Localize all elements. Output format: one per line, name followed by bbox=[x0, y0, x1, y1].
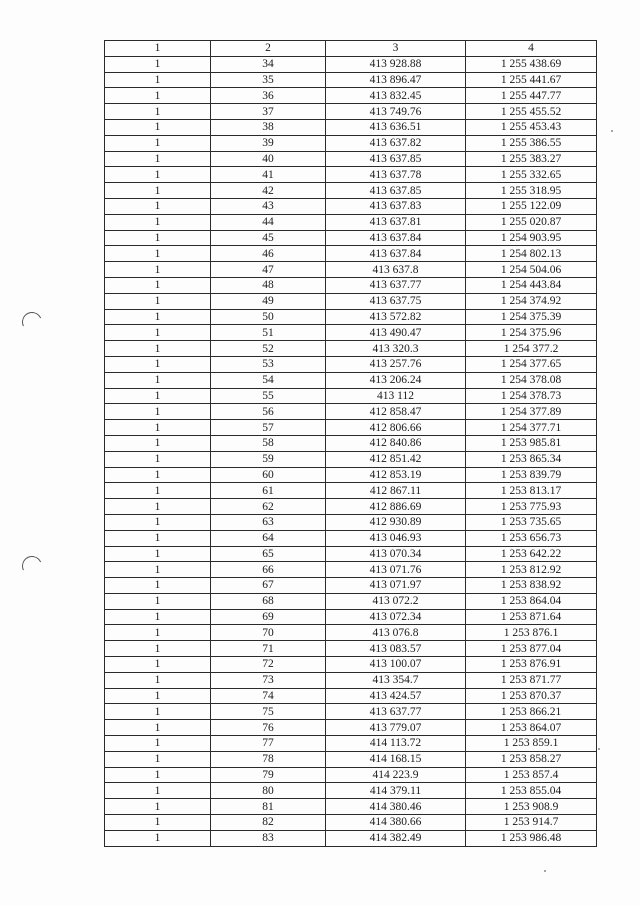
table-cell: 1 bbox=[105, 420, 211, 436]
table-row bbox=[105, 325, 597, 341]
table-cell: 72 bbox=[211, 657, 326, 673]
table-cell: 1 253 642.22 bbox=[466, 546, 597, 562]
table-row bbox=[105, 799, 597, 815]
table-row bbox=[105, 293, 597, 309]
table-cell: 413 070.34 bbox=[326, 546, 466, 562]
table-cell: 1 bbox=[105, 404, 211, 420]
table-cell: 414 223.9 bbox=[326, 767, 466, 783]
table-row bbox=[105, 277, 597, 293]
table-cell: 52 bbox=[211, 341, 326, 357]
table-cell: 1 253 864.07 bbox=[466, 720, 597, 736]
table-cell: 1 253 865.34 bbox=[466, 451, 597, 467]
table-cell: 412 853.19 bbox=[326, 467, 466, 483]
table-row bbox=[105, 119, 597, 135]
table-row bbox=[105, 230, 597, 246]
table-cell: 1 253 871.64 bbox=[466, 609, 597, 625]
table-row bbox=[105, 262, 597, 278]
table-cell: 1 bbox=[105, 356, 211, 372]
table-row bbox=[105, 783, 597, 799]
table-row bbox=[105, 704, 597, 720]
table-cell: 1 253 985.81 bbox=[466, 435, 597, 451]
table-row bbox=[105, 641, 597, 657]
table-cell: 1 253 858.27 bbox=[466, 751, 597, 767]
table-cell: 1 bbox=[105, 799, 211, 815]
table-cell: 413 637.77 bbox=[326, 277, 466, 293]
table-cell: 1 bbox=[105, 578, 211, 594]
table-cell: 40 bbox=[211, 151, 326, 167]
table-cell: 413 779.07 bbox=[326, 720, 466, 736]
table-cell: 1 bbox=[105, 830, 211, 846]
table-cell: 43 bbox=[211, 198, 326, 214]
table-cell: 55 bbox=[211, 388, 326, 404]
table-cell: 1 253 656.73 bbox=[466, 530, 597, 546]
table-cell: 1 254 375.39 bbox=[466, 309, 597, 325]
table-cell: 1 253 775.93 bbox=[466, 499, 597, 515]
table-cell: 413 637.75 bbox=[326, 293, 466, 309]
table-cell: 1 bbox=[105, 230, 211, 246]
table-cell: 413 637.82 bbox=[326, 135, 466, 151]
table-cell: 76 bbox=[211, 720, 326, 736]
table-cell: 1 254 903.95 bbox=[466, 230, 597, 246]
table-cell: 1 253 914.7 bbox=[466, 815, 597, 831]
table-cell: 1 255 441.67 bbox=[466, 72, 597, 88]
table-cell: 1 bbox=[105, 214, 211, 230]
table-cell: 413 112 bbox=[326, 388, 466, 404]
table-cell: 57 bbox=[211, 420, 326, 436]
table-cell: 82 bbox=[211, 815, 326, 831]
table-cell: 413 749.76 bbox=[326, 104, 466, 120]
table-row bbox=[105, 593, 597, 609]
table-row bbox=[105, 483, 597, 499]
table-cell: 413 206.24 bbox=[326, 372, 466, 388]
table-cell: 1 255 438.69 bbox=[466, 56, 597, 72]
table-cell: 413 832.45 bbox=[326, 88, 466, 104]
header-row bbox=[105, 41, 597, 57]
table-cell: 71 bbox=[211, 641, 326, 657]
table-cell: 1 bbox=[105, 309, 211, 325]
table-cell: 68 bbox=[211, 593, 326, 609]
table-row bbox=[105, 751, 597, 767]
table-cell: 1 bbox=[105, 135, 211, 151]
table-cell: 1 255 386.55 bbox=[466, 135, 597, 151]
table-cell: 1 bbox=[105, 720, 211, 736]
table-cell: 1 255 453.43 bbox=[466, 119, 597, 135]
table-cell: 1 254 377.71 bbox=[466, 420, 597, 436]
table-row bbox=[105, 435, 597, 451]
table-cell: 47 bbox=[211, 262, 326, 278]
table-cell: 413 572.82 bbox=[326, 309, 466, 325]
table-cell: 413 490.47 bbox=[326, 325, 466, 341]
column-header: 4 bbox=[466, 41, 597, 57]
table-cell: 414 380.66 bbox=[326, 815, 466, 831]
table-cell: 46 bbox=[211, 246, 326, 262]
table-cell: 413 071.76 bbox=[326, 562, 466, 578]
table-cell: 413 071.97 bbox=[326, 578, 466, 594]
scan-speck bbox=[611, 130, 613, 132]
table-row bbox=[105, 625, 597, 641]
table-cell: 412 930.89 bbox=[326, 514, 466, 530]
table-row bbox=[105, 309, 597, 325]
table-cell: 66 bbox=[211, 562, 326, 578]
table-cell: 1 254 802.13 bbox=[466, 246, 597, 262]
table-row bbox=[105, 341, 597, 357]
table-cell: 412 867.11 bbox=[326, 483, 466, 499]
table-row bbox=[105, 356, 597, 372]
table-row bbox=[105, 88, 597, 104]
table-row bbox=[105, 388, 597, 404]
table-row bbox=[105, 183, 597, 199]
table-row bbox=[105, 72, 597, 88]
coordinates-table bbox=[104, 40, 597, 847]
table-cell: 62 bbox=[211, 499, 326, 515]
table-cell: 1 253 866.21 bbox=[466, 704, 597, 720]
table-cell: 414 168.15 bbox=[326, 751, 466, 767]
table-row bbox=[105, 672, 597, 688]
table-cell: 41 bbox=[211, 167, 326, 183]
table-cell: 1 253 859.1 bbox=[466, 736, 597, 752]
table-cell: 39 bbox=[211, 135, 326, 151]
table-cell: 413 637.78 bbox=[326, 167, 466, 183]
table-cell: 42 bbox=[211, 183, 326, 199]
table-cell: 53 bbox=[211, 356, 326, 372]
table-cell: 1 bbox=[105, 546, 211, 562]
table-cell: 51 bbox=[211, 325, 326, 341]
table-cell: 77 bbox=[211, 736, 326, 752]
table-cell: 414 379.11 bbox=[326, 783, 466, 799]
table-cell: 61 bbox=[211, 483, 326, 499]
table-cell: 1 254 374.92 bbox=[466, 293, 597, 309]
table-cell: 1 253 839.79 bbox=[466, 467, 597, 483]
table-cell: 1 bbox=[105, 167, 211, 183]
table-cell: 1 bbox=[105, 341, 211, 357]
table-cell: 1 254 443.84 bbox=[466, 277, 597, 293]
table-cell: 60 bbox=[211, 467, 326, 483]
table-cell: 1 254 377.65 bbox=[466, 356, 597, 372]
table-row bbox=[105, 214, 597, 230]
table-cell: 1 253 864.04 bbox=[466, 593, 597, 609]
table-cell: 1 bbox=[105, 277, 211, 293]
table-cell: 37 bbox=[211, 104, 326, 120]
table-cell: 413 637.84 bbox=[326, 246, 466, 262]
table-cell: 1 253 813.17 bbox=[466, 483, 597, 499]
table-row bbox=[105, 246, 597, 262]
table-cell: 413 083.57 bbox=[326, 641, 466, 657]
table-cell: 70 bbox=[211, 625, 326, 641]
table-cell: 1 bbox=[105, 783, 211, 799]
table-cell: 1 253 877.04 bbox=[466, 641, 597, 657]
column-header: 2 bbox=[211, 41, 326, 57]
table-cell: 1 bbox=[105, 736, 211, 752]
table-cell: 65 bbox=[211, 546, 326, 562]
table-cell: 1 bbox=[105, 767, 211, 783]
table-cell: 1 bbox=[105, 119, 211, 135]
table-row bbox=[105, 135, 597, 151]
table-row bbox=[105, 830, 597, 846]
table-row bbox=[105, 467, 597, 483]
table-cell: 81 bbox=[211, 799, 326, 815]
table-cell: 1 bbox=[105, 246, 211, 262]
table-row bbox=[105, 815, 597, 831]
table-cell: 1 bbox=[105, 151, 211, 167]
table-cell: 1 bbox=[105, 514, 211, 530]
table-cell: 1 bbox=[105, 704, 211, 720]
table-cell: 35 bbox=[211, 72, 326, 88]
table-cell: 413 072.34 bbox=[326, 609, 466, 625]
table-cell: 1 253 812.92 bbox=[466, 562, 597, 578]
table-cell: 1 bbox=[105, 72, 211, 88]
table-cell: 59 bbox=[211, 451, 326, 467]
table-cell: 1 253 857.4 bbox=[466, 767, 597, 783]
table-cell: 412 851.42 bbox=[326, 451, 466, 467]
table-cell: 413 046.93 bbox=[326, 530, 466, 546]
table-cell: 1 bbox=[105, 483, 211, 499]
table-row bbox=[105, 104, 597, 120]
table-cell: 413 320.3 bbox=[326, 341, 466, 357]
table-cell: 1 bbox=[105, 198, 211, 214]
table-cell: 1 bbox=[105, 499, 211, 515]
table-cell: 1 253 838.92 bbox=[466, 578, 597, 594]
table-cell: 38 bbox=[211, 119, 326, 135]
table-cell: 63 bbox=[211, 514, 326, 530]
table-cell: 414 380.46 bbox=[326, 799, 466, 815]
table-cell: 49 bbox=[211, 293, 326, 309]
table-row bbox=[105, 514, 597, 530]
table-cell: 1 253 735.65 bbox=[466, 514, 597, 530]
table-cell: 1 bbox=[105, 657, 211, 673]
table-cell: 1 253 876.1 bbox=[466, 625, 597, 641]
table-cell: 1 255 447.77 bbox=[466, 88, 597, 104]
table-cell: 50 bbox=[211, 309, 326, 325]
table-cell: 413 354.7 bbox=[326, 672, 466, 688]
table-cell: 414 382.49 bbox=[326, 830, 466, 846]
table-cell: 1 bbox=[105, 325, 211, 341]
table-cell: 1 254 378.08 bbox=[466, 372, 597, 388]
table-cell: 1 bbox=[105, 467, 211, 483]
table-cell: 1 bbox=[105, 293, 211, 309]
table-cell: 414 113.72 bbox=[326, 736, 466, 752]
table-cell: 1 bbox=[105, 641, 211, 657]
table-cell: 412 858.47 bbox=[326, 404, 466, 420]
table-row bbox=[105, 56, 597, 72]
table-cell: 1 253 986.48 bbox=[466, 830, 597, 846]
table-cell: 1 255 020.87 bbox=[466, 214, 597, 230]
table-cell: 413 928.88 bbox=[326, 56, 466, 72]
table-cell: 1 254 378.73 bbox=[466, 388, 597, 404]
table-row bbox=[105, 530, 597, 546]
table-cell: 413 637.85 bbox=[326, 183, 466, 199]
table-cell: 412 886.69 bbox=[326, 499, 466, 515]
table-cell: 1 bbox=[105, 451, 211, 467]
table-cell: 80 bbox=[211, 783, 326, 799]
table-cell: 413 100.07 bbox=[326, 657, 466, 673]
scan-speck bbox=[598, 748, 600, 750]
table-row bbox=[105, 657, 597, 673]
table-cell: 1 bbox=[105, 183, 211, 199]
table-cell: 1 253 870.37 bbox=[466, 688, 597, 704]
table-row bbox=[105, 767, 597, 783]
table-cell: 413 072.2 bbox=[326, 593, 466, 609]
table-cell: 1 253 908.9 bbox=[466, 799, 597, 815]
table-row bbox=[105, 151, 597, 167]
table-row bbox=[105, 451, 597, 467]
table-cell: 75 bbox=[211, 704, 326, 720]
table-cell: 1 253 855.04 bbox=[466, 783, 597, 799]
table-cell: 1 bbox=[105, 262, 211, 278]
table-cell: 36 bbox=[211, 88, 326, 104]
table-cell: 413 637.84 bbox=[326, 230, 466, 246]
table-cell: 83 bbox=[211, 830, 326, 846]
table-cell: 413 076.8 bbox=[326, 625, 466, 641]
table-cell: 413 637.8 bbox=[326, 262, 466, 278]
table-cell: 73 bbox=[211, 672, 326, 688]
table-cell: 412 840.86 bbox=[326, 435, 466, 451]
table-body bbox=[105, 56, 597, 846]
table-cell: 1 bbox=[105, 609, 211, 625]
table-cell: 412 806.66 bbox=[326, 420, 466, 436]
table-cell: 56 bbox=[211, 404, 326, 420]
table-row bbox=[105, 372, 597, 388]
column-header: 1 bbox=[105, 41, 211, 57]
table-cell: 413 896.47 bbox=[326, 72, 466, 88]
table-cell: 413 637.77 bbox=[326, 704, 466, 720]
table-cell: 413 637.83 bbox=[326, 198, 466, 214]
table-cell: 1 254 504.06 bbox=[466, 262, 597, 278]
table-cell: 1 255 455.52 bbox=[466, 104, 597, 120]
table-cell: 1 bbox=[105, 672, 211, 688]
table-cell: 1 254 377.89 bbox=[466, 404, 597, 420]
table-cell: 1 bbox=[105, 104, 211, 120]
table-cell: 1 253 871.77 bbox=[466, 672, 597, 688]
table-cell: 413 637.81 bbox=[326, 214, 466, 230]
table-row bbox=[105, 167, 597, 183]
table-cell: 79 bbox=[211, 767, 326, 783]
table-row bbox=[105, 688, 597, 704]
table-row bbox=[105, 736, 597, 752]
table-cell: 413 424.57 bbox=[326, 688, 466, 704]
table-cell: 78 bbox=[211, 751, 326, 767]
table-cell: 44 bbox=[211, 214, 326, 230]
table-cell: 1 bbox=[105, 88, 211, 104]
table-cell: 1 253 876.91 bbox=[466, 657, 597, 673]
table-row bbox=[105, 609, 597, 625]
table-cell: 1 bbox=[105, 593, 211, 609]
punch-hole-mark bbox=[19, 553, 45, 579]
table-cell: 69 bbox=[211, 609, 326, 625]
table-cell: 413 257.76 bbox=[326, 356, 466, 372]
table-cell: 1 bbox=[105, 815, 211, 831]
table-cell: 413 637.85 bbox=[326, 151, 466, 167]
table-cell: 45 bbox=[211, 230, 326, 246]
table-cell: 1 bbox=[105, 56, 211, 72]
table-cell: 1 bbox=[105, 388, 211, 404]
table-cell: 1 254 377.2 bbox=[466, 341, 597, 357]
table-cell: 413 636.51 bbox=[326, 119, 466, 135]
table-row bbox=[105, 562, 597, 578]
table-cell: 1 255 318.95 bbox=[466, 183, 597, 199]
table-cell: 1 255 383.27 bbox=[466, 151, 597, 167]
table-row bbox=[105, 578, 597, 594]
table-cell: 1 bbox=[105, 751, 211, 767]
table-row bbox=[105, 404, 597, 420]
scan-speck bbox=[544, 870, 546, 872]
punch-hole-mark bbox=[19, 309, 45, 335]
table-row bbox=[105, 420, 597, 436]
column-header: 3 bbox=[326, 41, 466, 57]
table-cell: 1 255 332.65 bbox=[466, 167, 597, 183]
table-cell: 58 bbox=[211, 435, 326, 451]
table-cell: 1 bbox=[105, 435, 211, 451]
table-cell: 1 bbox=[105, 625, 211, 641]
table-cell: 1 bbox=[105, 530, 211, 546]
table-cell: 67 bbox=[211, 578, 326, 594]
table-cell: 1 bbox=[105, 372, 211, 388]
table-row bbox=[105, 546, 597, 562]
table-cell: 1 bbox=[105, 688, 211, 704]
table-cell: 1 bbox=[105, 562, 211, 578]
table-cell: 74 bbox=[211, 688, 326, 704]
table-cell: 64 bbox=[211, 530, 326, 546]
table-row bbox=[105, 499, 597, 515]
table-cell: 54 bbox=[211, 372, 326, 388]
table-row bbox=[105, 720, 597, 736]
table-cell: 1 255 122.09 bbox=[466, 198, 597, 214]
table-row bbox=[105, 198, 597, 214]
table-cell: 34 bbox=[211, 56, 326, 72]
table-cell: 1 254 375.96 bbox=[466, 325, 597, 341]
table-cell: 48 bbox=[211, 277, 326, 293]
